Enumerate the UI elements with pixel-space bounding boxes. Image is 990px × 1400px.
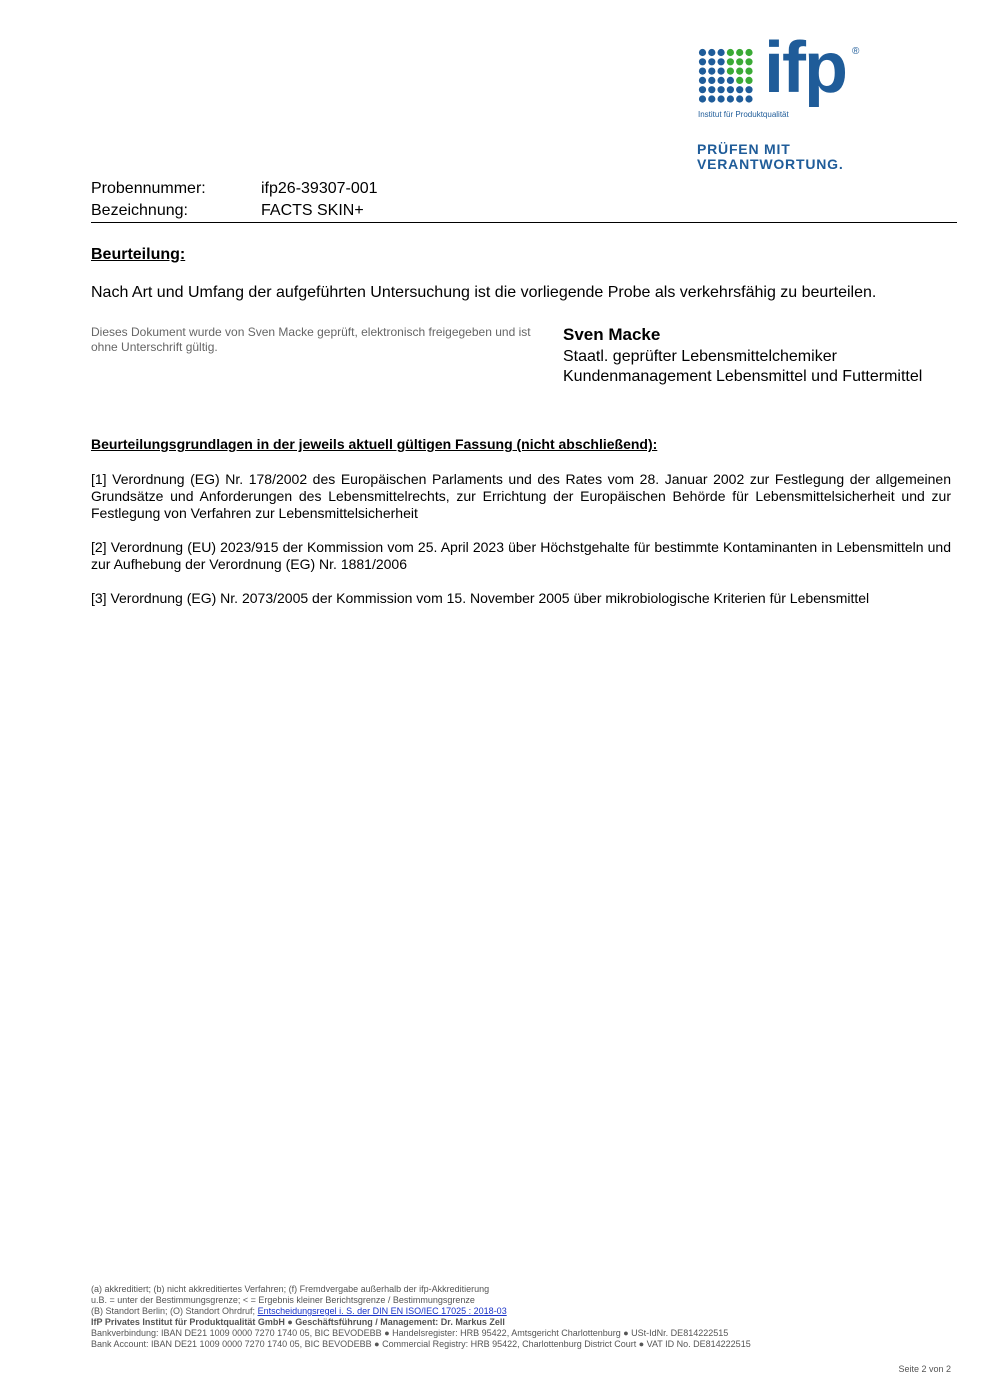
footer-legend-1: (a) akkreditiert; (b) nicht akkreditiertes Verfahren; (f) Fremdvergabe außerhalb der ifp-Akkreditierung: [91, 1284, 490, 1294]
logo-dot: [736, 95, 743, 102]
logo-dot: [745, 95, 752, 102]
footer-bank-en: Bank Account: IBAN DE21 1009 0000 7270 1740 05, BIC BEVODEBB ● Commercial Registry: HRB 95422, Charlottenburg District Court ● VAT ID No. DE814222515: [91, 1339, 751, 1349]
logo-dot: [699, 58, 706, 65]
reference-2: [2] Verordnung (EU) 2023/915 der Kommission vom 25. April 2023 über Höchstgehalte für bestimmte Kontaminanten in Lebensmitteln und zur Aufhebung der Verordnung (EG) Nr. 1881/2006: [91, 539, 951, 572]
logo-dot: [745, 77, 752, 84]
reference-3: [3] Verordnung (EG) Nr. 2073/2005 der Kommission vom 15. November 2005 über mikrobiologische Kriterien für Lebensmittel: [91, 590, 870, 606]
logo-dot: [745, 86, 752, 93]
logo-dot: [727, 58, 734, 65]
logo-dot: [718, 68, 725, 75]
signer-details: [563, 347, 922, 387]
reference-1: [1] Verordnung (EG) Nr. 178/2002 des Europäischen Parlaments und des Rates vom 28. Januar 2002 zur Festlegung der allgemeinen Grundsätze und Anforderungen des Lebensmittelrechts, zur Errichtung der Europäischen Behörde für Lebensmittelsicherheit und zur Festlegung von Verfahren zur Lebensmittelsicherheit: [91, 471, 951, 521]
assessment-heading: Beurteilung:: [91, 246, 186, 263]
logo-dot: [727, 77, 734, 84]
logo-dot: [727, 68, 734, 75]
footer-legend-2: u.B. = unter der Bestimmungsgrenze; < = Ergebnis kleiner Berichtsgrenze / Bestimmungsgrenze: [91, 1295, 475, 1305]
logo-dot: [699, 86, 706, 93]
logo-dot: [718, 49, 725, 56]
logo-dot: [699, 68, 706, 75]
logo-dot: [745, 68, 752, 75]
logo-dot: [736, 49, 743, 56]
logo-subtitle: Institut für Produktqualität: [698, 110, 789, 119]
logo-dot: [745, 58, 752, 65]
registered-mark: ®: [852, 46, 860, 57]
header-divider: [91, 222, 957, 223]
logo-dot: [736, 86, 743, 93]
logo-dot: [745, 49, 752, 56]
logo-dot: [708, 49, 715, 56]
logo-dot: [699, 49, 706, 56]
sample-number-label: Probennummer:: [91, 180, 206, 197]
signer-department: Kundenmanagement Lebensmittel und Futtermittel: [563, 368, 923, 385]
slogan-line-2: VERANTWORTUNG.: [697, 156, 844, 172]
logo-dot: [727, 86, 734, 93]
logo-dot: [736, 58, 743, 65]
signature-note: Dieses Dokument wurde von Sven Macke geprüft, elektronisch freigegeben und ist ohne Unterschrift gültig.: [91, 325, 531, 354]
logo-dot: [708, 58, 715, 65]
signer-name: Sven Macke: [563, 325, 661, 344]
logo-dot: [718, 58, 725, 65]
logo-dot: [718, 95, 725, 102]
decision-rule-link[interactable]: Entscheidungsregel i. S. der DIN EN ISO/IEC 17025 : 2018-03: [257, 1306, 507, 1316]
logo-dot: [699, 77, 706, 84]
logo-dot: [718, 77, 725, 84]
footer-locations-text: (B) Standort Berlin; (O) Standort Ohrdruf;: [91, 1306, 258, 1316]
footer-locations: [91, 1306, 961, 1317]
footer-company: IfP Privates Institut für Produktqualität GmbH ● Geschäftsführung / Management: Dr. Markus Zell: [91, 1317, 505, 1327]
slogan-line-1: PRÜFEN MIT: [697, 141, 791, 157]
logo-dot: [708, 86, 715, 93]
logo-dot: [708, 77, 715, 84]
logo-dot: [736, 68, 743, 75]
footer-bank-de: Bankverbindung: IBAN DE21 1009 0000 7270 1740 05, BIC BEVODEBB ● Handelsregister: HRB 95422, Amtsgericht Charlottenburg ● USt-IdNr. DE814222515: [91, 1328, 729, 1338]
dot-grid-icon: [698, 48, 754, 104]
logo-dot: [708, 95, 715, 102]
logo-wordmark: ifp: [764, 28, 846, 108]
signer-title: Staatl. geprüfter Lebensmittelchemiker: [563, 348, 837, 365]
sample-number-value: ifp26-39307-001: [261, 180, 378, 197]
logo-dot: [718, 86, 725, 93]
page-number: Seite 2 von 2: [898, 1364, 951, 1374]
designation-value: FACTS SKIN+: [261, 202, 364, 219]
logo-dot: [699, 95, 706, 102]
footer: [91, 1284, 961, 1350]
basis-heading: Beurteilungsgrundlagen in der jeweils aktuell gültigen Fassung (nicht abschließend):: [91, 436, 658, 452]
logo-dot: [708, 68, 715, 75]
ifp-logo: [698, 28, 868, 126]
assessment-text: Nach Art und Umfang der aufgeführten Untersuchung ist die vorliegende Probe als verkehrsfähig zu beurteilen.: [91, 284, 877, 301]
logo-dot: [727, 49, 734, 56]
slogan: [697, 142, 844, 172]
logo-dot: [736, 77, 743, 84]
logo-dot: [727, 95, 734, 102]
designation-label: Bezeichnung:: [91, 202, 188, 219]
